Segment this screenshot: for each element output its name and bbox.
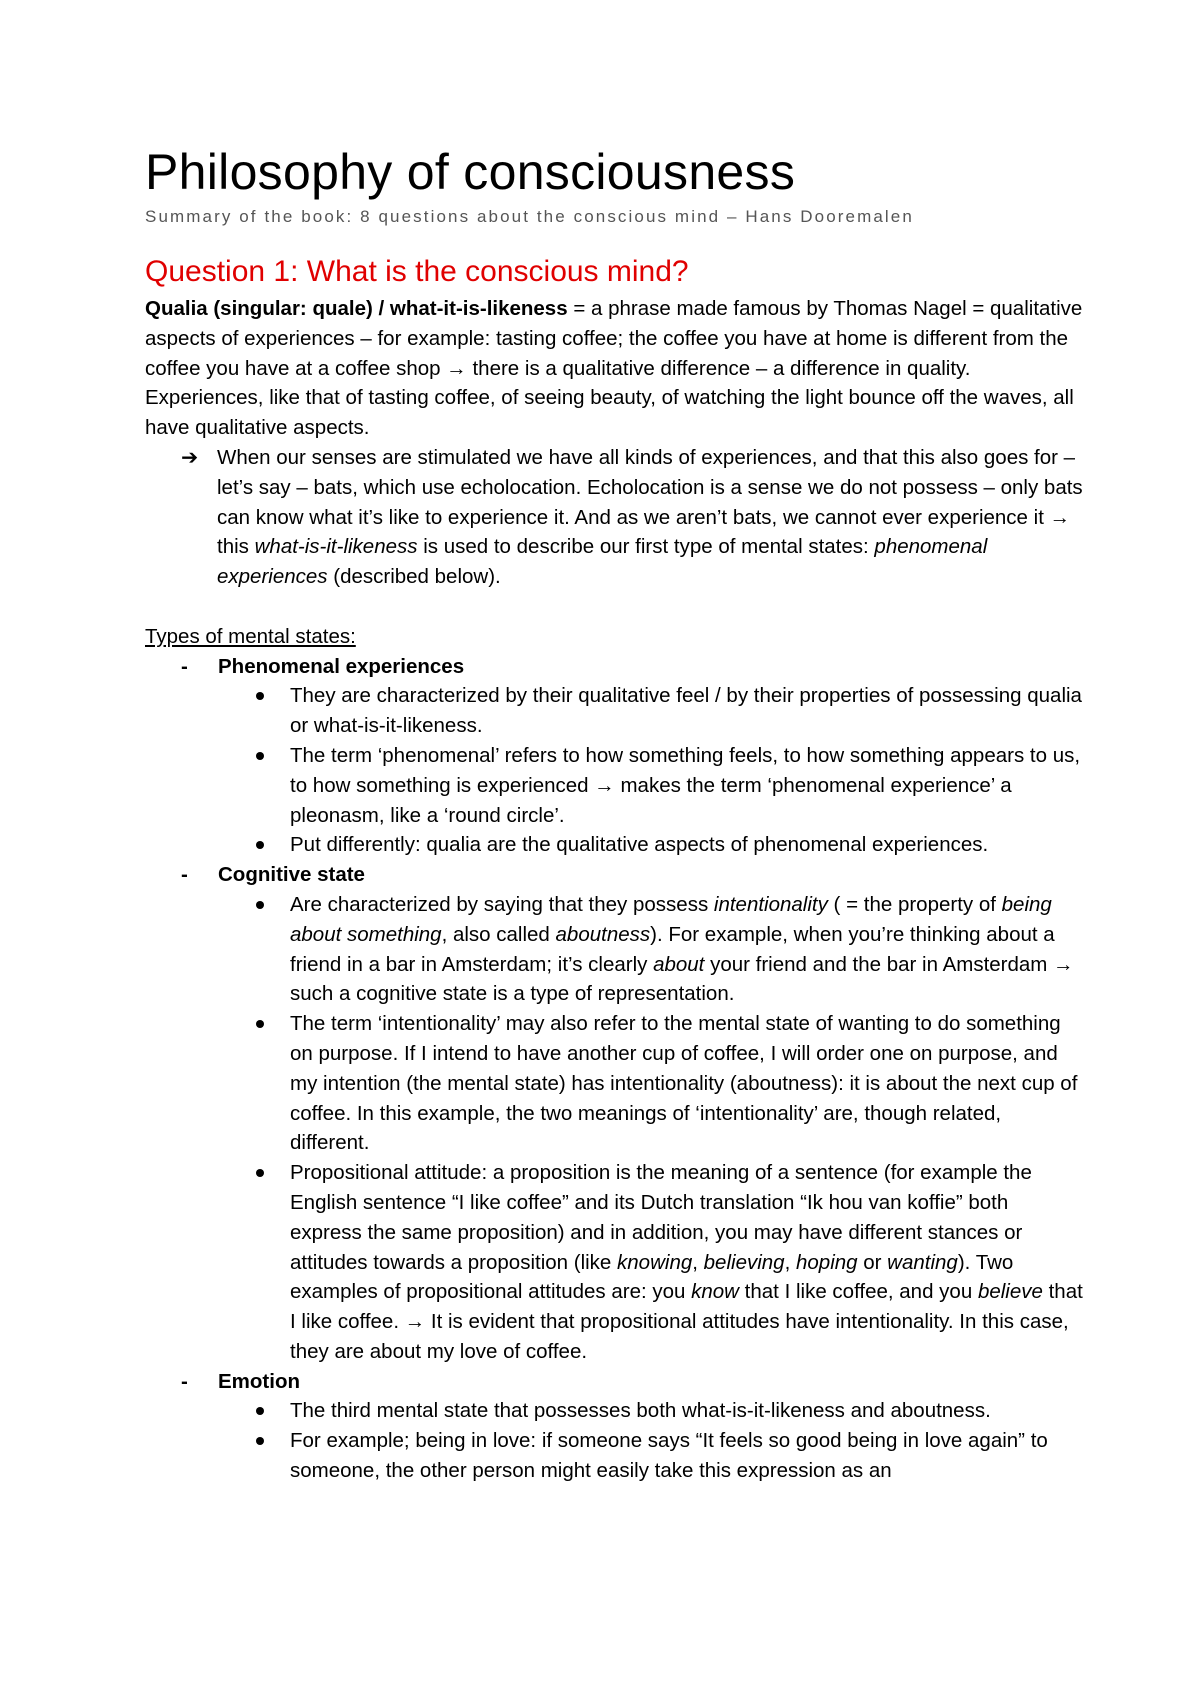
dash-bullet: - bbox=[181, 654, 188, 678]
arrow-icon: → bbox=[446, 356, 467, 380]
qualia-definition: Qualia (singular: quale) / what-it-is-likeness = a phrase made famous by Thomas Nagel = qualitative aspects of experiences – for example: tasting coffee; the coffee you have at home is different from the coffee you have at a coffee shop → there is a qualitative difference – a difference in quality. Experiences, like that of tasting coffee, of seeing beauty, of watching the light bounce off the waves, all have qualitative aspects. bbox=[145, 297, 1083, 440]
document-title: Philosophy of consciousness bbox=[145, 144, 796, 200]
list-item: For example; being in love: if someone says “It feels so good being in love again” to someone, the other person might easily take this expression as an bbox=[253, 1426, 1085, 1486]
list-item: Are characterized by saying that they possess intentionality ( = the property of being about something, also called aboutness). For example, when you’re thinking about a friend in a bar in Amsterdam; it’s clearly about your friend and the bar in Amsterdam → such a cognitive state is a type of representation. bbox=[253, 890, 1085, 1009]
type-label: Cognitive state bbox=[218, 863, 365, 887]
qualia-term: Qualia (singular: quale) / what-it-is-likeness bbox=[145, 297, 568, 320]
type-item-emotion bbox=[181, 1367, 1085, 1397]
bullet-dot-icon bbox=[253, 1396, 290, 1426]
bullet-dot-icon bbox=[253, 1158, 290, 1367]
question-1-heading: Question 1: What is the conscious mind? bbox=[145, 255, 689, 288]
emotion-bullets bbox=[145, 1396, 1085, 1485]
arrow-point-text: When our senses are stimulated we have all kinds of experiences, and that this also goes for – let’s say – bats, which use echolocation. Echolocation is a sense we do not possess – only bats can know what it’s like to experience it. And as we aren’t bats, we cannot ever experience it → this what-is-it-likeness is used to describe our first type of mental states: phenomenal experiences (described below). bbox=[217, 445, 1083, 589]
list-item: Propositional attitude: a proposition is the meaning of a sentence (for example the English sentence “I like coffee” and its Dutch translation “Ik hou van koffie” both express the same proposition) and in addition, you may have different stances or attitudes towards a proposition (like knowing, believing, hoping or wanting). Two examples of propositional attitudes are: you know that I like coffee, and you believe that I like coffee. → It is evident that propositional attitudes have intentionality. In this case, they are about my love of coffee. bbox=[253, 1158, 1085, 1367]
arrow-bullet-icon: ➔ bbox=[181, 445, 199, 469]
document-subtitle: Summary of the book: 8 questions about the conscious mind – Hans Dooremalen bbox=[145, 207, 914, 226]
list-item: The third mental state that possesses both what-is-it-likeness and aboutness. bbox=[253, 1396, 1085, 1426]
arrow-icon: → bbox=[1049, 505, 1071, 529]
arrow-icon: → bbox=[594, 773, 615, 797]
type-label: Emotion bbox=[218, 1369, 300, 1393]
cognitive-bullets bbox=[145, 890, 1085, 1367]
dash-bullet: - bbox=[181, 1369, 188, 1393]
arrow-icon: → bbox=[1053, 952, 1074, 976]
list-item: The term ‘intentionality’ may also refer to the mental state of wanting to do something on purpose. If I intend to have another cup of coffee, I will order one on purpose, and my intention (the mental state) has intentionality (aboutness): it is about the next cup of coffee. In this example, the two meanings of ‘intentionality’ are, though related, different. bbox=[253, 1009, 1085, 1158]
bullet-dot-icon bbox=[253, 681, 290, 741]
phenomenal-bullets bbox=[145, 681, 1085, 860]
arrow-point bbox=[181, 443, 1085, 592]
type-item-phenomenal bbox=[181, 652, 1085, 682]
list-item: They are characterized by their qualitative feel / by their properties of possessing qualia or what-is-it-likeness. bbox=[253, 681, 1085, 741]
list-item: The term ‘phenomenal’ refers to how something feels, to how something appears to us, to how something is experienced → makes the term ‘phenomenal experience’ a pleonasm, like a ‘round circle’. bbox=[253, 741, 1085, 830]
type-label: Phenomenal experiences bbox=[218, 654, 465, 678]
document-body bbox=[145, 140, 1085, 1486]
bullet-dot-icon bbox=[253, 830, 290, 860]
bullet-dot-icon bbox=[253, 1426, 290, 1486]
dash-bullet: - bbox=[181, 863, 188, 887]
bullet-dot-icon bbox=[253, 741, 290, 830]
bullet-dot-icon bbox=[253, 890, 290, 1009]
arrow-icon: → bbox=[404, 1310, 426, 1334]
type-item-cognitive bbox=[181, 860, 1085, 890]
types-of-mental-states-heading: Types of mental states: bbox=[145, 624, 356, 648]
list-item: Put differently: qualia are the qualitative aspects of phenomenal experiences. bbox=[253, 830, 1085, 860]
bullet-dot-icon bbox=[253, 1009, 290, 1158]
